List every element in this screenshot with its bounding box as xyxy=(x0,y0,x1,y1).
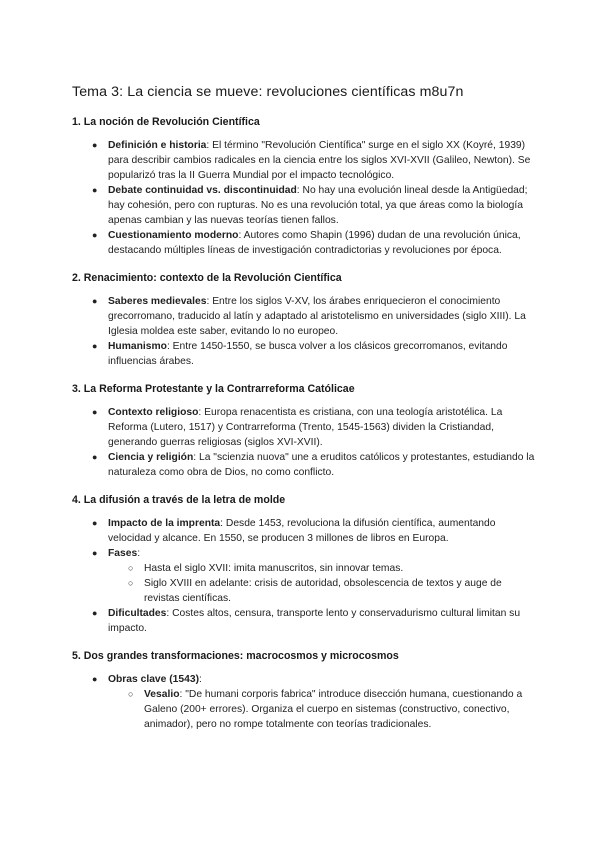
bullet-list xyxy=(72,405,540,480)
item-term: Cuestionamiento moderno xyxy=(108,230,239,241)
item-text: : xyxy=(137,548,141,559)
list-item xyxy=(92,672,540,732)
bullet-icon: ● xyxy=(92,140,98,150)
item-term: Humanismo xyxy=(108,341,167,352)
hollow-bullet-icon: ○ xyxy=(128,563,134,573)
list-item xyxy=(92,546,540,606)
bullet-icon: ● xyxy=(92,341,98,351)
item-term: Fases xyxy=(108,548,138,559)
item-text: : El término "Revolución Científica" surge en el siglo XX (Koyré, 1939) para describir cambios radicales en la ciencia entre los siglos XVI-XVII (Galileo, Newton). Se popularizó tras la II Guerra Mundial por el impacto tecnológico. xyxy=(108,140,531,181)
list-item xyxy=(92,138,540,183)
bullet-icon: ● xyxy=(92,296,98,306)
bullet-icon: ● xyxy=(92,230,98,240)
list-item xyxy=(92,450,540,480)
item-term: Saberes medievales xyxy=(108,296,207,307)
sub-list-item xyxy=(128,561,540,576)
sub-item-term: Vesalio xyxy=(144,689,180,700)
list-item xyxy=(92,183,540,228)
bullet-icon: ● xyxy=(92,185,98,195)
section-heading: 2. Renacimiento: contexto de la Revolución Científica xyxy=(72,272,342,284)
section-heading: 3. La Reforma Protestante y la Contrarreforma Católicae xyxy=(72,383,355,395)
hollow-bullet-icon: ○ xyxy=(128,578,134,588)
item-text: : Entre 1450-1550, se busca volver a los clásicos grecorromanos, evitando influencias árabes. xyxy=(108,341,508,367)
item-term: Ciencia y religión xyxy=(108,452,194,463)
bullet-icon: ● xyxy=(92,608,98,618)
item-text: : No hay una evolución lineal desde la Antigüedad; hay cohesión, pero con rupturas. No es una revolución total, ya que áreas como la biología apenas cambian y las nuevas teorías tienen fallos. xyxy=(108,185,528,226)
sub-list xyxy=(108,687,540,732)
document-body xyxy=(72,116,540,732)
item-term: Debate continuidad vs. discontinuidad xyxy=(108,185,297,196)
item-text: : Desde 1453, revoluciona la difusión científica, aumentando velocidad y alcance. En 1550, se producen 3 millones de libros en Europa. xyxy=(108,518,496,544)
bullet-list xyxy=(72,516,540,636)
item-text: : xyxy=(199,674,202,685)
item-text: : Europa renacentista es cristiana, con una teología aristotélica. La Reforma (Lutero, 1517) y Contrarreforma (Trento, 1545-1563) dividen la Cristiandad, generando guerras religiosas (siglos XVI-XVII). xyxy=(108,407,503,448)
list-item xyxy=(92,294,540,339)
item-text: : Autores como Shapin (1996) dudan de una revolución única, destacando múltiples líneas de investigación contradictorias y revoluciones por época. xyxy=(108,230,521,256)
item-text: : La "scienzia nuova" une a eruditos católicos y protestantes, estudiando la naturaleza como obra de Dios, no como conflicto. xyxy=(108,452,535,478)
hollow-bullet-icon: ○ xyxy=(128,689,134,699)
document-title: Tema 3: La ciencia se mueve: revoluciones científicas m8u7n xyxy=(72,84,464,100)
sub-list-item xyxy=(128,687,540,732)
sub-item-text: Hasta el siglo XVII: imita manuscritos, sin innovar temas. xyxy=(144,563,404,574)
section-heading: 1. La noción de Revolución Científica xyxy=(72,116,260,128)
bullet-icon: ● xyxy=(92,452,98,462)
item-term: Definición e historia xyxy=(108,140,207,151)
bullet-icon: ● xyxy=(92,407,98,417)
list-item xyxy=(92,228,540,258)
item-term: Contexto religioso xyxy=(108,407,199,418)
section-heading: 4. La difusión a través de la letra de molde xyxy=(72,494,286,506)
bullet-list xyxy=(72,138,540,258)
bullet-icon: ● xyxy=(92,548,98,558)
section-heading: 5. Dos grandes transformaciones: macrocosmos y microcosmos xyxy=(72,650,399,662)
list-item xyxy=(92,606,540,636)
sub-list-item xyxy=(128,576,540,606)
sub-item-text: Siglo XVIII en adelante: crisis de autoridad, obsolescencia de textos y auge de revistas científicas. xyxy=(144,578,502,604)
item-term: Obras clave (1543) xyxy=(108,674,200,685)
item-term: Impacto de la imprenta xyxy=(108,518,221,529)
sub-list xyxy=(108,561,540,606)
list-item xyxy=(92,339,540,369)
list-item xyxy=(92,516,540,546)
sub-item-text: : "De humani corporis fabrica" introduce disección humana, cuestionando a Galeno (200+ errores). Organiza el cuerpo en sistemas (constructivo, conectivo, animador), pero no rompe totalmente con teorías tradicionales. xyxy=(144,689,523,730)
item-text: : Entre los siglos V-XV, los árabes enriquecieron el conocimiento grecorromano, traducido al latín y adaptado al aristotelismo en universidades (siglo XIII). La Iglesia moldea este saber, evitando lo no europeo. xyxy=(108,296,526,337)
bullet-icon: ● xyxy=(92,518,98,528)
bullet-icon: ● xyxy=(92,674,98,684)
bullet-list xyxy=(72,672,540,732)
bullet-list xyxy=(72,294,540,369)
list-item xyxy=(92,405,540,450)
item-term: Dificultades xyxy=(108,608,167,619)
item-text: : Costes altos, censura, transporte lento y conservadurismo cultural limitan su impacto. xyxy=(108,608,521,634)
